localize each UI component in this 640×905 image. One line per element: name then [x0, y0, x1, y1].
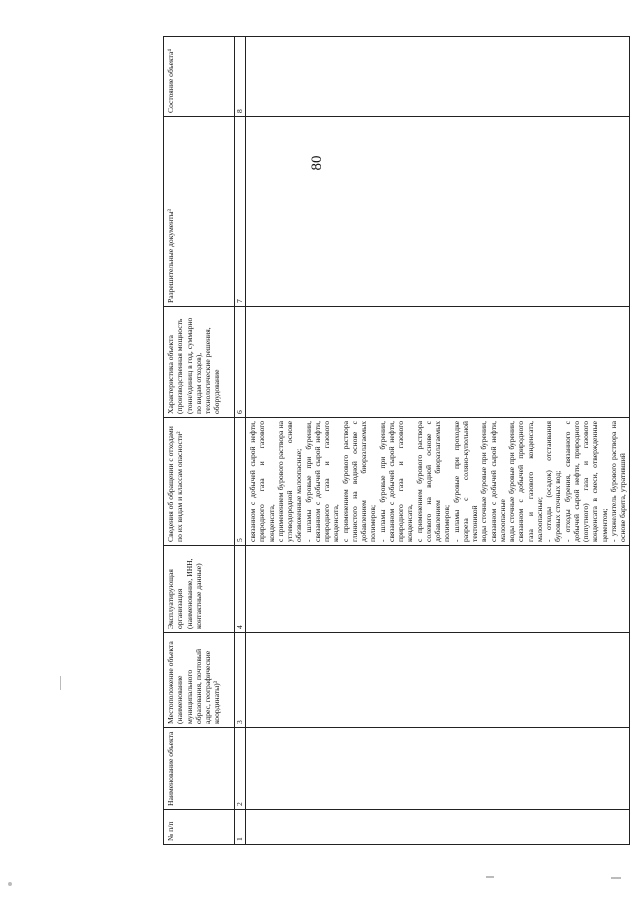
scan-mark [60, 676, 61, 690]
page-number: 80 [309, 155, 325, 171]
waste-line: с применением бурового раствора на углеводородной основе обезвоженные малоопасные; [275, 421, 304, 542]
column-number: 7 [235, 117, 246, 307]
column-number: 2 [235, 728, 246, 810]
header-cell: Местоположение объекта (наименование муниципального образования, почтовый адрес, географические координаты)³ [164, 633, 235, 728]
header-cell: Разрешительные документы³ [164, 117, 235, 307]
column-number: 3 [235, 633, 246, 728]
column-number: 1 [235, 810, 246, 845]
column-number: 5 [235, 418, 246, 546]
scan-mark [486, 876, 494, 878]
table-cell [246, 117, 630, 307]
column-number: 8 [235, 37, 246, 117]
header-cell: Сведения об обращении с отходами по их видам и классам опасности² [164, 418, 235, 546]
column-number-row [235, 37, 246, 845]
table-cell [246, 810, 630, 845]
registry-table [163, 36, 630, 845]
table-cell [246, 633, 630, 728]
scan-mark [8, 882, 12, 886]
waste-line: - шламы буровые при бурении, связанном с добычей сырой нефти, природного газа и газового конденсата, [377, 421, 415, 542]
header-cell: Эксплуатирующая организация (наименование, ИНН, контактные данные) [164, 546, 235, 633]
header-cell: Состояние объекта⁴ [164, 37, 235, 117]
waste-line: - отходы (осадок) отстаивания буровых сточных вод; [544, 421, 563, 542]
waste-line: - утяжелитель бурового раствора на основе барита, утративший [608, 421, 627, 542]
waste-line: - шламы буровые при проходке разреза с соляно-купольной тектоникой [451, 421, 479, 542]
scan-mark [611, 877, 621, 879]
waste-handling-cell [246, 418, 630, 546]
waste-line: - отходы бурения, связанного с добычей сырой нефти, природного (попутного) газа и газового конденсата в смеси, отвержденные цементом; [562, 421, 609, 542]
waste-line: с применением бурового раствора солевого на водной основе с добавлением биоразлагаемых полимеров; [414, 421, 452, 542]
waste-line: воды сточные буровые при бурении, связанном с добычей сырой нефти, малоопасные [479, 421, 507, 542]
waste-line: связанном с добычей сырой нефти, природного газа и газового конденсата, [248, 421, 276, 542]
table-cell [246, 546, 630, 633]
rotated-table-container [163, 37, 627, 845]
waste-line: - шламы буровые при бурении, связанном с добычей сырой нефти, природного газа и газового конденсата, [303, 421, 341, 542]
table-cell [246, 37, 630, 117]
waste-line: с применением бурового раствора глинистого на водной основе с добавлением биоразлагаемых полимеров; [340, 421, 378, 542]
column-number: 4 [235, 546, 246, 633]
waste-line: воды сточные буровые при бурении, связанном с добычей природного газа и газового конденсата, малоопасные; [507, 421, 544, 542]
header-cell: Характеристика объекта (производственная мощность (тонн/единиц в год, суммарно по видам отходов), технологические решения, оборудование [164, 307, 235, 418]
header-row [164, 37, 235, 845]
header-cell: № п/п [164, 810, 235, 845]
header-cell: Наименование объекта [164, 728, 235, 810]
table-cell [246, 307, 630, 418]
table-row [246, 37, 630, 845]
table-cell [246, 728, 630, 810]
column-number: 6 [235, 307, 246, 418]
